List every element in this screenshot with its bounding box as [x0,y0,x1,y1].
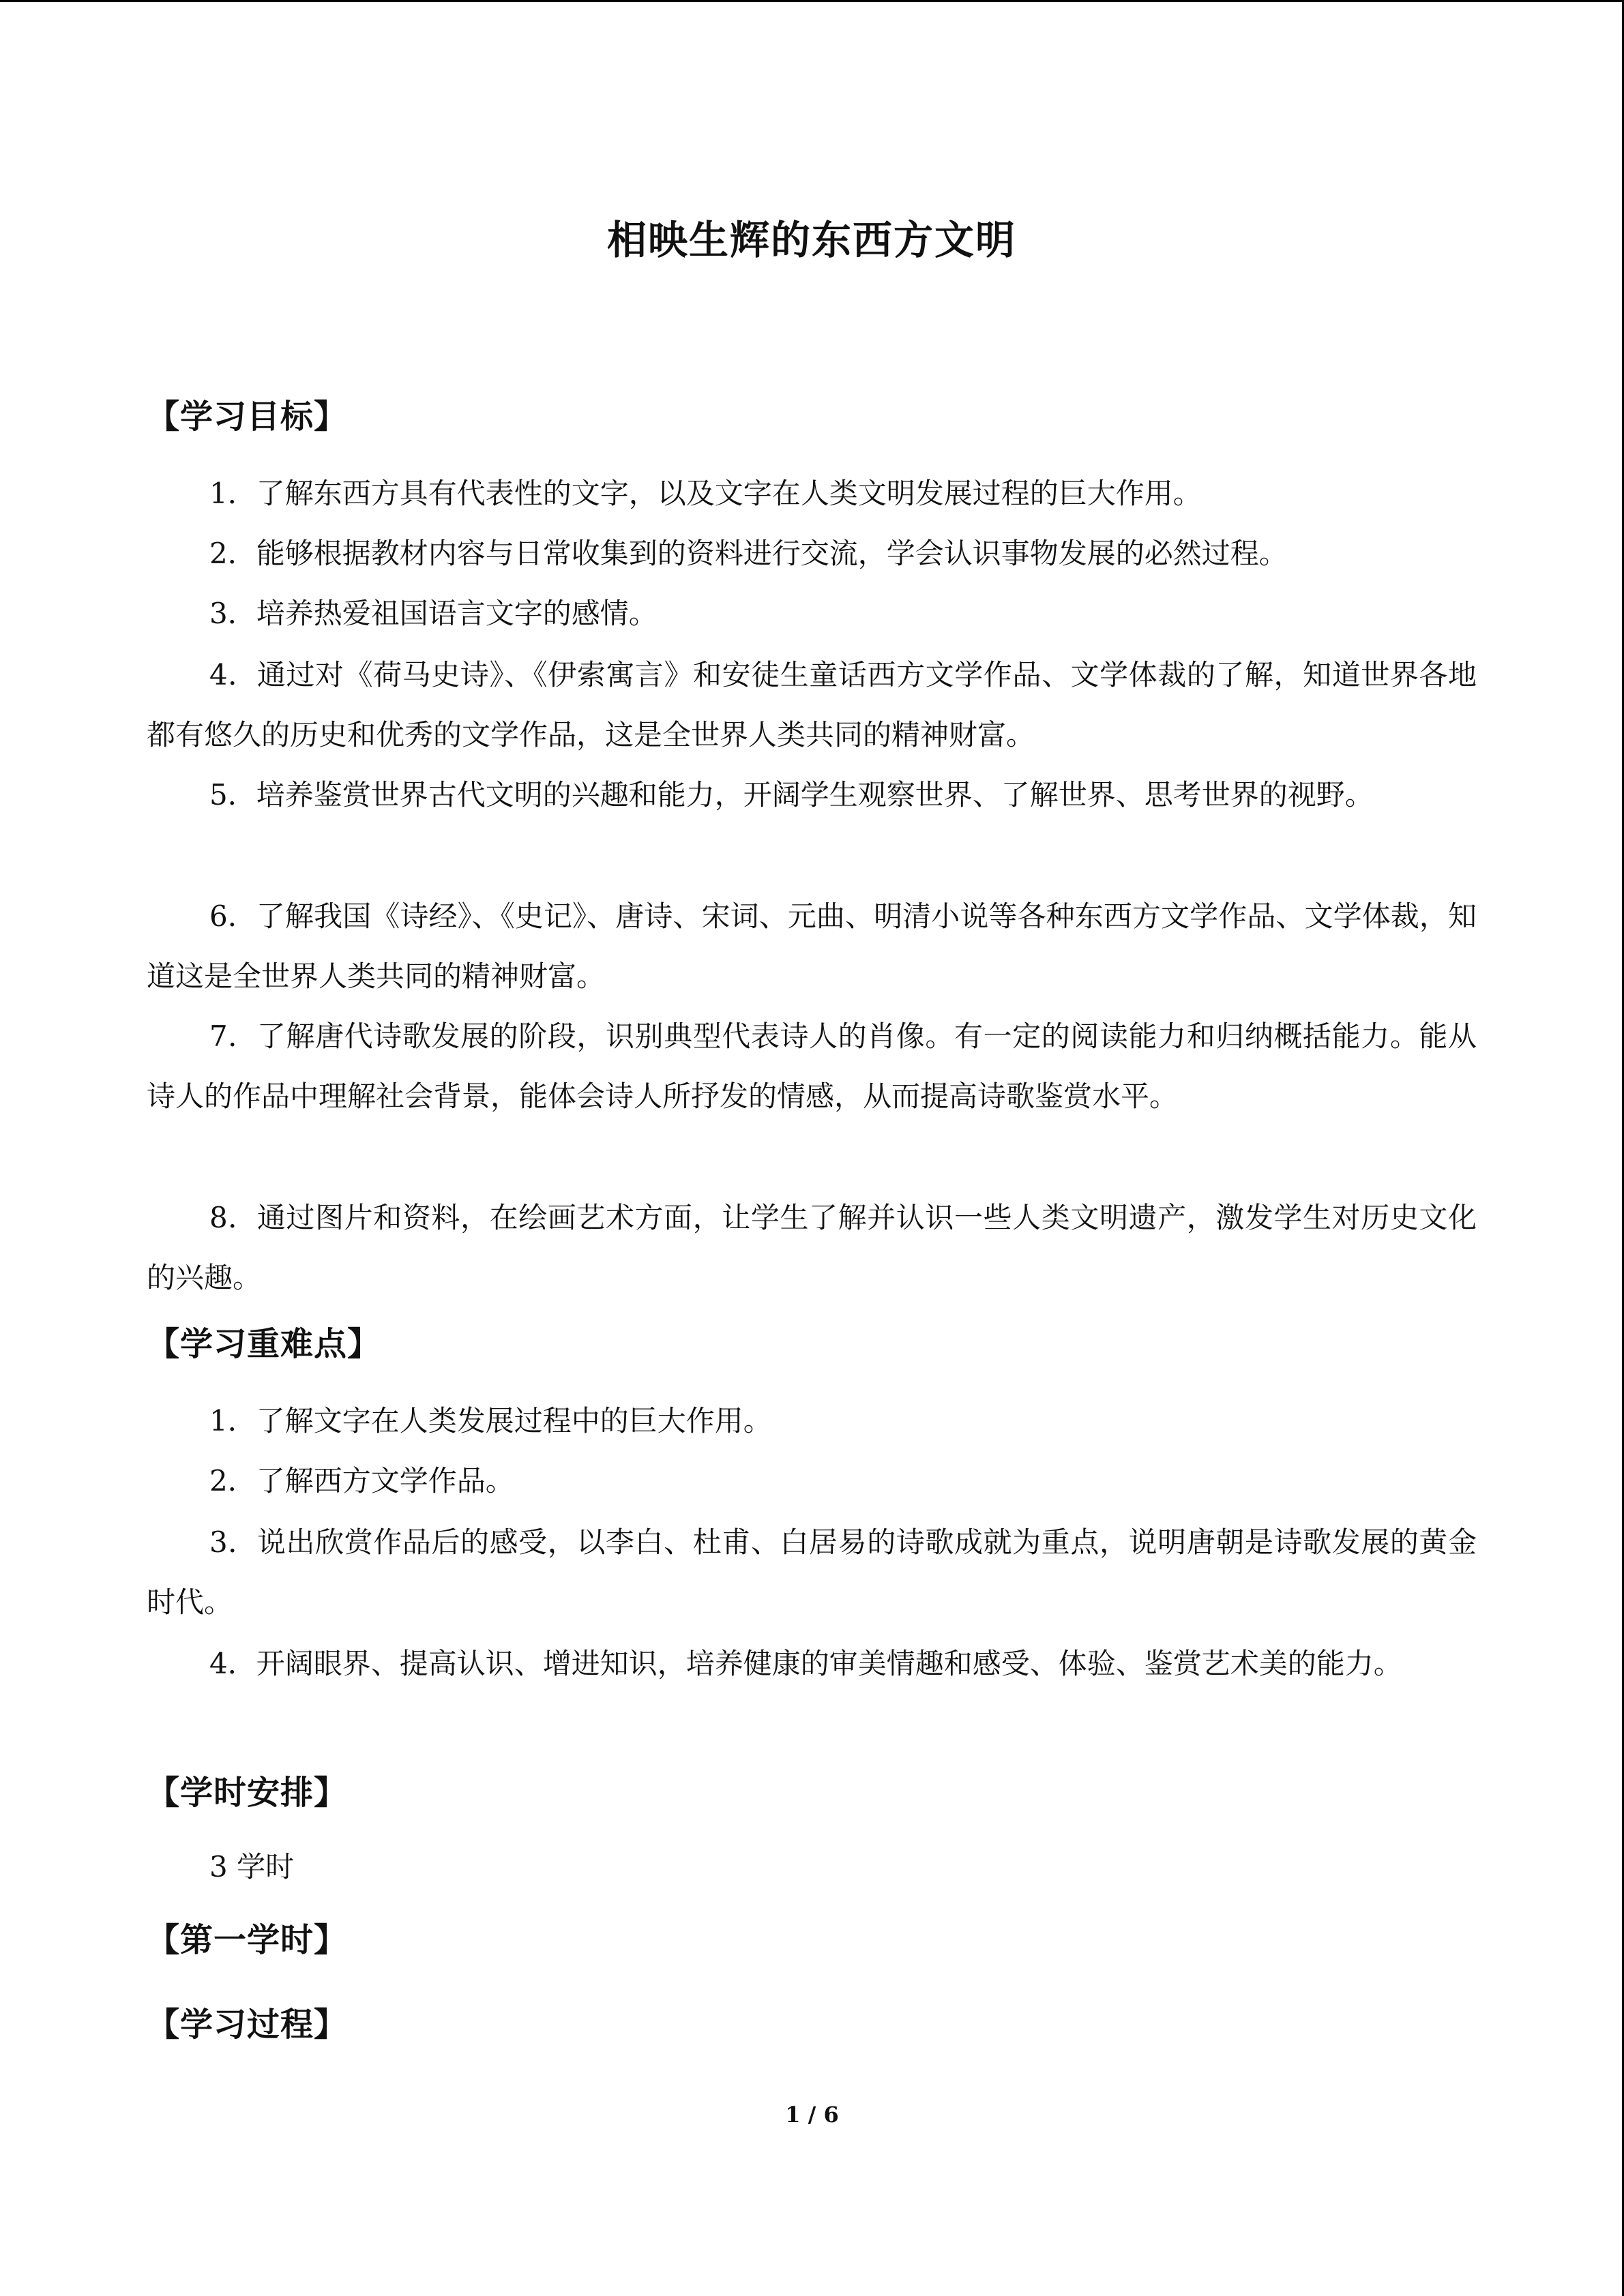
page-border-top [0,0,1624,2]
objective-item-7: 7．了解唐代诗歌发展的阶段，识别典型代表诗人的肖像。有一定的阅读能力和归纳概括能力。能从诗人的作品中理解社会背景，能体会诗人所抒发的情感，从而提高诗歌鉴赏水平。 [147,1019,1477,1113]
key-point-item-4: 4．开阔眼界、提高认识、增进知识，培养健康的审美情趣和感受、体验、鉴赏艺术美的能力。 [209,1647,1402,1680]
page-number: 1 / 6 [785,2102,839,2128]
key-point-item-1: 1．了解文字在人类发展过程中的巨大作用。 [209,1404,772,1437]
objective-item-8: 8．通过图片和资料，在绘画艺术方面，让学生了解并认识一些人类文明遗产，激发学生对历史文化的兴趣。 [147,1201,1477,1294]
objective-item-2: 2．能够根据教材内容与日常收集到的资料进行交流，学会认识事物发展的必然过程。 [209,537,1288,570]
heading-objectives: 【学习目标】 [147,398,348,436]
heading-key-points: 【学习重难点】 [147,1325,381,1363]
document-title: 相映生辉的东西方文明 [606,217,1016,263]
key-point-item-2: 2．了解西方文学作品。 [209,1464,514,1497]
schedule-text: 3 学时 [209,1850,295,1883]
objective-item-4: 4．通过对《荷马史诗》、《伊索寓言》和安徒生童话西方文学作品、文学体裁的了解，知道世界各地都有悠久的历史和优秀的文学作品，这是全世界人类共同的精神财富。 [147,658,1477,751]
objective-item-3: 3．培养热爱祖国语言文字的感情。 [209,597,658,630]
key-point-item-3: 3．说出欣赏作品后的感受，以李白、杜甫、白居易的诗歌成就为重点，说明唐朝是诗歌发展的黄金时代。 [147,1525,1477,1619]
objective-item-5: 5．培养鉴赏世界古代文明的兴趣和能力，开阔学生观察世界、了解世界、思考世界的视野。 [209,778,1374,811]
objective-item-1: 1．了解东西方具有代表性的文字，以及文字在人类文明发展过程的巨大作用。 [209,477,1202,510]
objective-item-6: 6．了解我国《诗经》、《史记》、唐诗、宋词、元曲、明清小说等各种东西方文学作品、文学体裁，知道这是全世界人类共同的精神财富。 [147,899,1477,993]
heading-first-period: 【第一学时】 [147,1921,348,1959]
heading-process: 【学习过程】 [147,2006,348,2044]
heading-schedule: 【学时安排】 [147,1774,348,1812]
